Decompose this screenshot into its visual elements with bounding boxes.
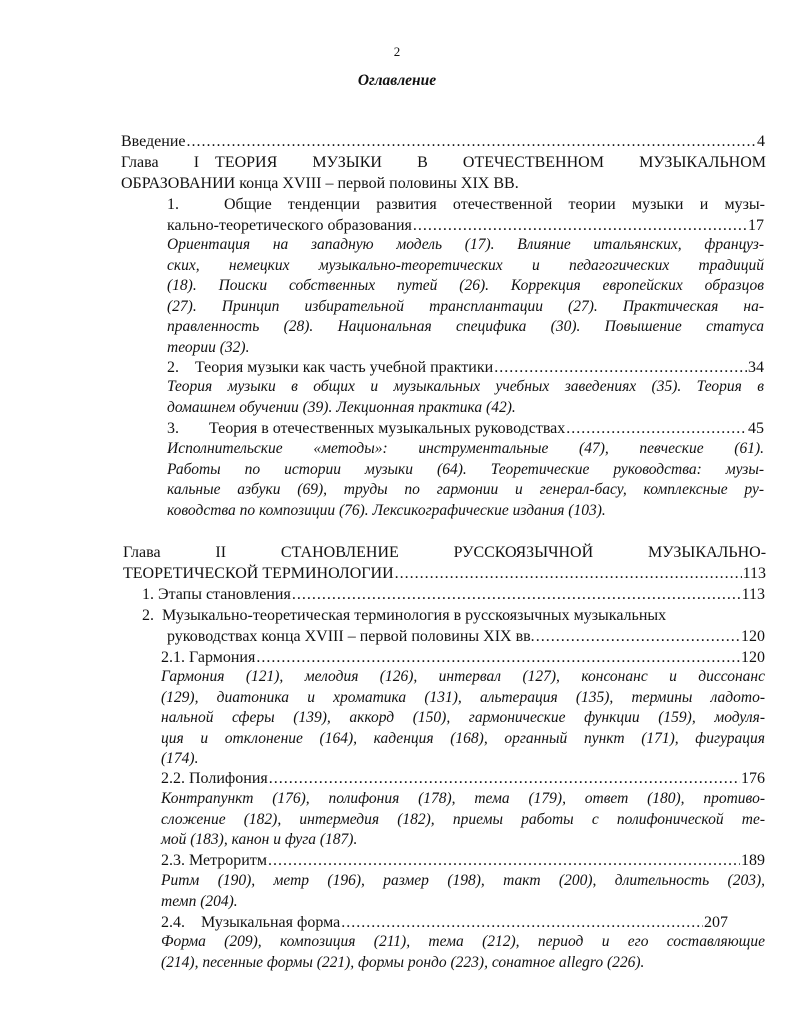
description-line: сложение (182), интермедия (182), приемы работы с полифонической те- (161, 810, 765, 828)
section-title-line1: Музыкально-теоретическая терминология в русскоязычных музыкальных (162, 607, 667, 624)
chapter-1-section-2-description (167, 377, 764, 418)
chapter-2-title-word: МУЗЫКАЛЬНО- (648, 544, 767, 561)
subsection-2-4-description (161, 932, 765, 973)
section-number: 2. (167, 359, 179, 376)
description-line: кальные азбуки (69), труды по гармонии и генерал-басу, комплексные ру- (167, 481, 764, 499)
section-number: 2. (142, 607, 154, 624)
subsection-title: 2.2. Полифония (161, 770, 268, 787)
chapter-2-section-2 (142, 605, 765, 626)
leader-dots (268, 850, 740, 871)
section-page: 120 (741, 628, 765, 645)
subsection-title: 2.1. Гармония (161, 649, 256, 666)
description-line: (129), диатоника и хроматика (131), альтерация (135), термины ладото- (161, 688, 765, 706)
chapter-2-number: II (215, 544, 227, 561)
description-line: ских, немецких музыкально-теоретических и педагогических традиций (167, 256, 764, 274)
description-line: Исполнительские «методы»: инструментальные (47), певческие (61). (167, 440, 764, 457)
section-page: 34 (748, 359, 764, 376)
description-line: (27). Принцип избирательной трансплантации (27). Практическая на- (167, 297, 764, 315)
section-title: Теория в отечественных музыкальных руководствах (209, 420, 566, 437)
section-number: 1. (167, 196, 179, 213)
subsection-2-2-description (161, 789, 765, 851)
chapter-1-section-1-line2 (167, 215, 764, 236)
description-line: Ориентация на западную модель (17). Влияние итальянских, француз- (167, 236, 764, 253)
leader-dots (341, 912, 703, 933)
description-line: темп (204). (161, 892, 238, 910)
description-line: Теория музыки в общих и музыкальных учебных заведениях (35). Теория в (167, 378, 764, 395)
intro-page: 4 (757, 133, 765, 150)
chapter-1-section-1-description (167, 235, 764, 359)
chapter-2-heading-line2 (123, 563, 766, 584)
subsection-title: Музыкальная форма (201, 914, 341, 931)
description-line: правленность (28). Национальная специфика (30). Повышение статуса (167, 318, 764, 336)
chapter-1-section-1 (167, 194, 765, 215)
section-number: 3. (167, 420, 179, 437)
page-number: 2 (393, 44, 401, 59)
section-title-line1: Общие тенденции развития отечественной теории музыки и музы- (224, 196, 765, 213)
chapter-2-title-word: РУССКОЯЗЫЧНОЙ (453, 544, 594, 561)
section-title-line2: руководствах конца XVIII – первой половины XIX вв. (167, 628, 535, 645)
chapter-2-label: Глава (123, 544, 161, 561)
leader-dots (566, 418, 747, 439)
description-line: ководства по композиции (76). Лексикографические издания (103). (167, 501, 606, 519)
description-line: Гармония (121), мелодия (126), интервал (127), консонанс и диссонанс (161, 668, 765, 685)
intro-label: Введение (121, 133, 186, 150)
chapter-1-title-line1: ТЕОРИЯ МУЗЫКИ В ОТЕЧЕСТВЕННОМ МУЗЫКАЛЬНОМ (215, 154, 767, 171)
subsection-2-1-description (161, 667, 765, 770)
section-title: Этапы становления (158, 586, 291, 603)
section-page: 113 (741, 586, 765, 603)
description-line: (214), песенные формы (221), формы рондо (223), сонатное allegro (226). (161, 953, 645, 971)
subsection-2-3 (161, 850, 765, 871)
subsection-number: 2.4. (161, 914, 185, 931)
section-title: Теория музыки как часть учебной практики (195, 359, 494, 376)
toc-title: Оглавление (357, 72, 437, 89)
subsection-2-1 (161, 647, 765, 668)
description-line: Работы по истории музыки (64). Теоретические руководства: музы- (167, 460, 764, 478)
description-line: Форма (209), композиция (211), тема (212), период и его составляющие (161, 933, 765, 950)
subsection-2-3-description (161, 871, 765, 912)
description-line: нальной сферы (139), аккорд (150), гармонические функции (159), модуля- (161, 709, 765, 727)
leader-dots (187, 131, 757, 152)
leader-dots (536, 626, 740, 647)
description-line: Ритм (190), метр (196), размер (198), такт (200), длительность (203), (161, 872, 765, 889)
subsection-2-4 (161, 912, 728, 933)
leader-dots (494, 357, 747, 378)
section-page: 45 (748, 420, 764, 437)
chapter-1-number: I (193, 154, 200, 171)
chapter-2-page: 113 (742, 565, 766, 582)
leader-dots (256, 647, 740, 668)
chapter-1-section-3 (167, 418, 764, 439)
chapter-2-heading (123, 542, 766, 563)
section-title-line2: кально-теоретического образования (167, 217, 412, 234)
description-line: ция и отклонение (164), каденция (168), органный пункт (171), фигурация (161, 729, 765, 747)
leader-dots (395, 563, 742, 584)
leader-dots (413, 215, 747, 236)
description-line: (18). Поиски собственных путей (26). Коррекция европейских образцов (167, 277, 764, 295)
chapter-1-heading (121, 152, 766, 194)
description-line: домашнем обучении (39). Лекционная практика (42). (167, 398, 516, 416)
section-number: 1. (142, 586, 154, 603)
subsection-page: 189 (741, 852, 765, 869)
subsection-page: 176 (741, 770, 765, 787)
chapter-1-section-2 (167, 357, 764, 378)
chapter-1-section-3-description (167, 439, 764, 521)
subsection-page: 207 (704, 914, 728, 931)
description-line: Контрапункт (176), полифония (178), тема (179), ответ (180), противо- (161, 790, 765, 807)
subsection-page: 120 (741, 649, 765, 666)
leader-dots (269, 768, 740, 789)
description-line: теории (32). (167, 338, 250, 356)
description-line: (174). (161, 750, 199, 768)
section-page: 17 (748, 217, 764, 234)
leader-dots (292, 584, 741, 605)
subsection-title: 2.3. Метроритм (161, 852, 267, 869)
chapter-1-title-line2: ОБРАЗОВАНИИ конца XVIII – первой половины XIX ВВ. (121, 175, 519, 192)
description-line: мой (183), канон и фуга (187). (161, 831, 358, 849)
chapter-2-title-word: СТАНОВЛЕНИЕ (280, 544, 399, 561)
subsection-2-2 (161, 768, 765, 789)
chapter-2-section-2-line2 (167, 626, 765, 647)
toc-entry-intro (121, 131, 765, 152)
chapter-1-label: Глава (121, 154, 159, 171)
chapter-2-section-1 (142, 584, 765, 605)
chapter-2-title-line2: ТЕОРЕТИЧЕСКОЙ ТЕРМИНОЛОГИИ (123, 565, 394, 582)
